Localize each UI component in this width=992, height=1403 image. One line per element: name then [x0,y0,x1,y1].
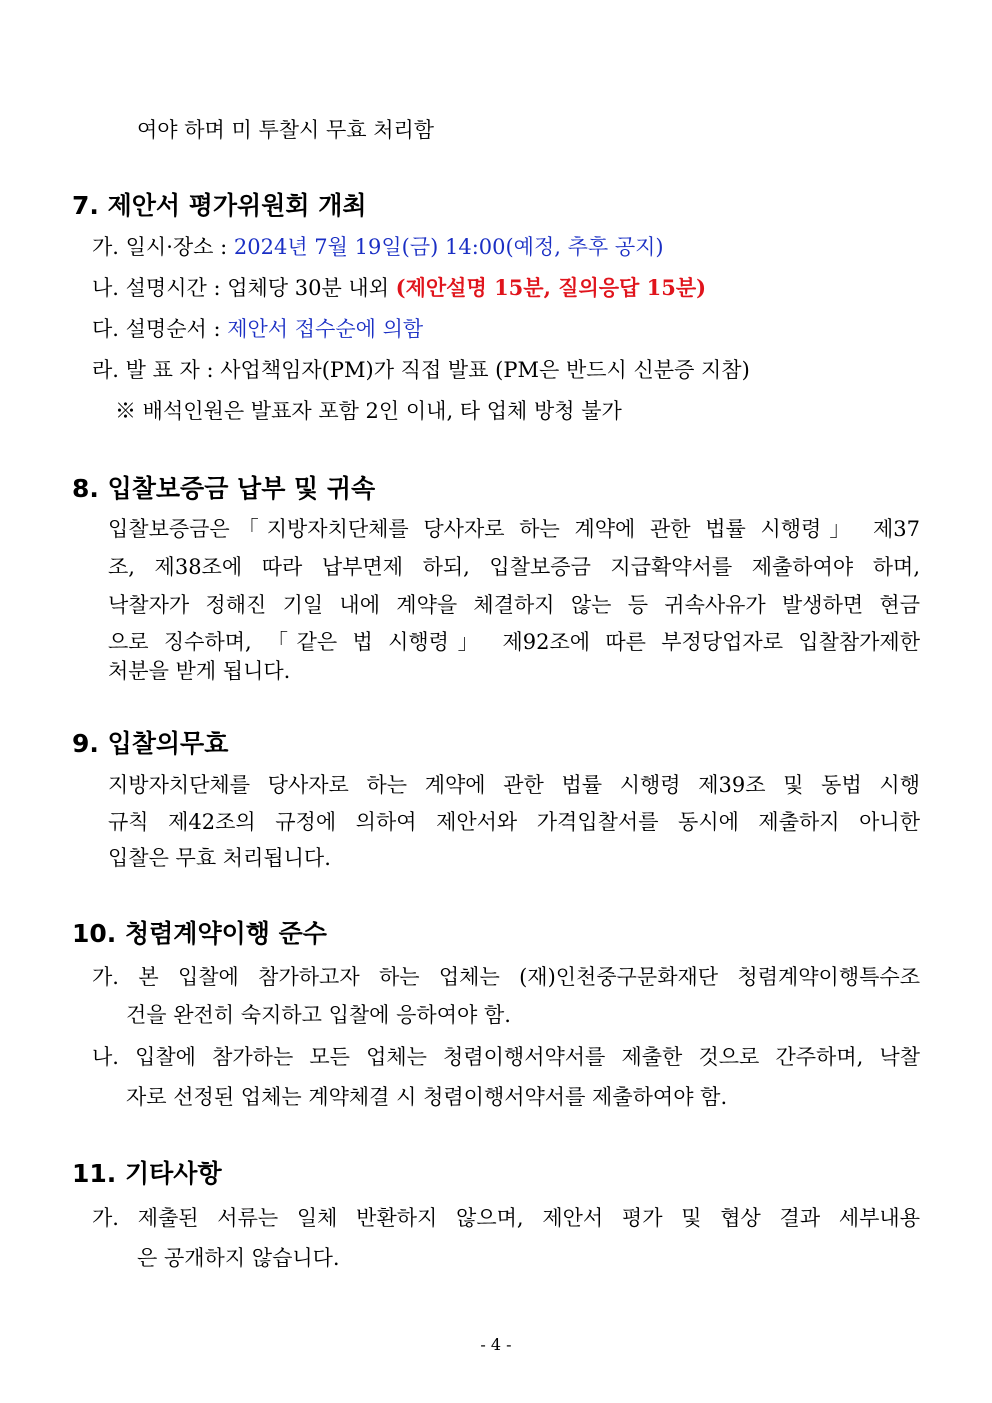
s7-order-label: 다. 설명순서 : [92,317,228,341]
s10-item-a-line2: 건을 완전히 숙지하고 입찰에 응하여야 함. [126,1003,511,1027]
section-9-title: 9. 입찰의무효 [72,729,229,758]
section-11-title: 11. 기타사항 [72,1159,222,1188]
s10-item-b-line2: 자로 선정된 업체는 계약체결 시 청렴이행서약서를 제출하여야 함. [126,1085,728,1109]
page-number: - 4 - [480,1335,512,1354]
s8-line: 처분을 받게 됩니다. [108,659,291,683]
s7-order-value: 제안서 접수순에 의함 [227,317,424,341]
s7-datetime-label: 가. 일시·장소 : [92,235,234,259]
s11-item-a-line2: 은 공개하지 않습니다. [137,1246,340,1270]
s7-duration-value: (제안설명 15분, 질의응답 15분) [395,275,707,300]
section-8-title: 8. 입찰보증금 납부 및 귀속 [72,474,376,503]
s7-item-datetime [92,233,664,261]
s10-item-a-line1: 가. 본 입찰에 참가하고자 하는 업체는 (재)인천중구문화재단 청렴계약이행특수조 [92,965,920,989]
s8-line: 낙찰자가 정해진 기일 내에 계약을 체결하지 않는 등 귀속사유가 발생하면 현금 [108,593,920,617]
s7-note: ※ 배석인원은 발표자 포함 2인 이내, 타 업체 방청 불가 [115,399,622,423]
s8-line: 조, 제38조에 따라 납부면제 하되, 입찰보증금 지급확약서를 제출하여야 하며, [108,555,920,579]
s11-item-a-line1: 가. 제출된 서류는 일체 반환하지 않으며, 제안서 평가 및 협상 결과 세부내용 [92,1206,920,1230]
s10-item-b-line1: 나. 입찰에 참가하는 모든 업체는 청렴이행서약서를 제출한 것으로 간주하며, 낙찰 [92,1045,920,1069]
s8-line: 입찰보증금은「지방자치단체를 당사자로 하는 계약에 관한 법률 시행령」 제37 [108,517,920,541]
s9-line: 규칙 제42조의 규정에 의하여 제안서와 가격입찰서를 동시에 제출하지 아니한 [108,810,920,834]
s7-item-order [92,315,423,343]
s7-datetime-value: 2024년 7월 19일(금) 14:00(예정, 추후 공지) [233,235,664,259]
s7-item-duration [92,274,706,302]
section-7-title: 7. 제안서 평가위원회 개최 [72,191,367,220]
continuation-text: 여야 하며 미 투찰시 무효 처리함 [137,118,435,142]
s9-line: 입찰은 무효 처리됩니다. [108,846,331,870]
s8-line: 으로 징수하며, 「같은 법 시행령」 제92조에 따른 부정당업자로 입찰참가제한 [108,630,920,654]
s9-line: 지방자치단체를 당사자로 하는 계약에 관한 법률 시행령 제39조 및 동법 시행 [108,773,920,797]
s7-item-presenter: 라. 발 표 자 : 사업책임자(PM)가 직접 발표 (PM은 반드시 신분증 지참) [92,358,750,382]
s7-duration-label: 나. 설명시간 : 업체당 30분 내외 [92,276,396,300]
section-10-title: 10. 청렴계약이행 준수 [72,919,327,948]
